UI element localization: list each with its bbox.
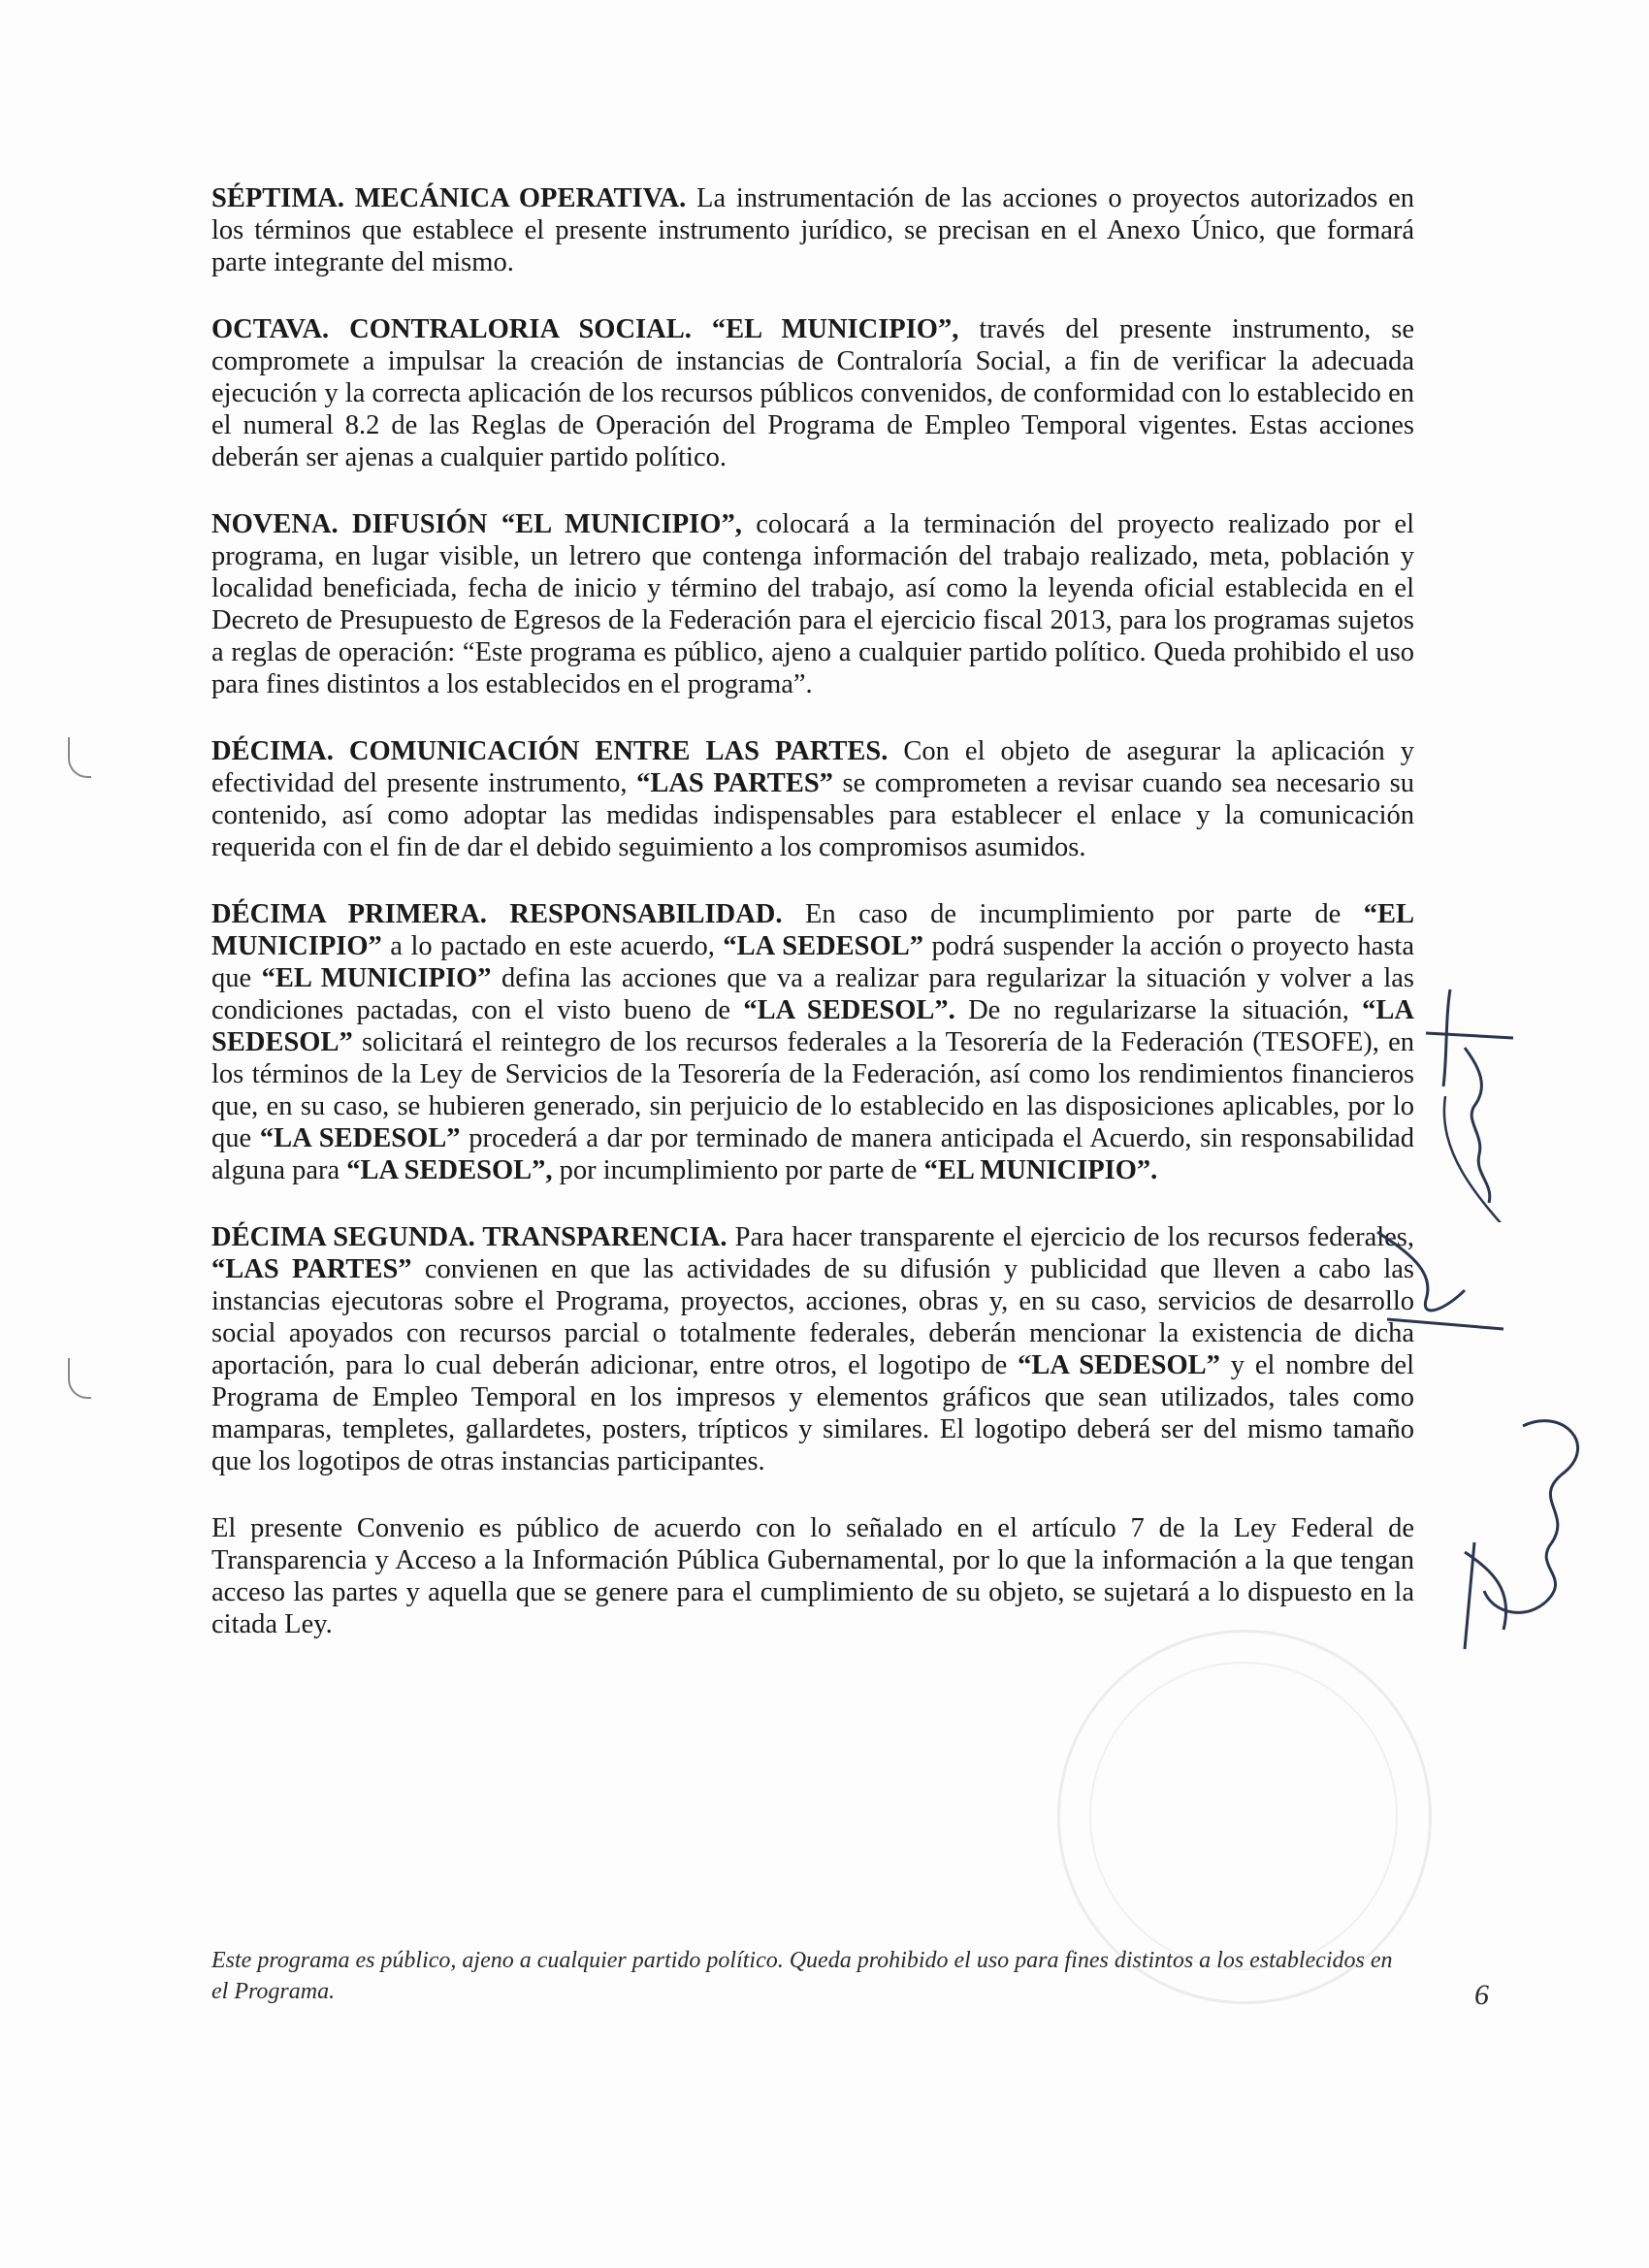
- party-name: “LA SEDESOL”: [723, 931, 923, 961]
- margin-punch-mark: [68, 1358, 91, 1399]
- clause-heading: OCTAVA. CONTRALORIA SOCIAL. “EL MUNICIPIO”,: [211, 314, 959, 344]
- party-name: “LA SEDESOL”.: [743, 995, 955, 1025]
- clause-text: El presente Convenio es público de acuerdo con lo señalado en el artículo 7 de la Ley Federal de Transparencia y Acceso a la Información Pública Gubernamental, por lo que la información a la que tengan acceso las partes y aquella que se genere para el cumplimiento de su objeto, se sujetará a lo dispuesto en la citada Ley.: [211, 1513, 1414, 1639]
- party-name: “LAS PARTES”: [211, 1254, 412, 1284]
- clause-octava: [211, 313, 1414, 473]
- clause-text: En caso de incumplimiento por parte de: [782, 899, 1364, 929]
- handwritten-signature: [1455, 1407, 1610, 1659]
- page-number: 6: [1474, 1979, 1489, 2011]
- clause-text: solicitará el reintegro de los recursos federales a la Tesorería de la Federación (TESOFE), en los términos de la Ley de Servicios de la Tesorería de la Federación, así como los rendimientos financieros que, en su caso, se hubieren generado, sin perjuicio de lo establecido en las disposiciones aplicables, por lo que: [211, 1027, 1414, 1153]
- party-name: “LA SEDESOL”: [1018, 1350, 1220, 1380]
- party-name: “EL MUNICIPIO”: [261, 963, 492, 993]
- clause-text: podrá suspender la acción o proyecto hasta que: [211, 931, 1414, 993]
- clause-text: La instrumentación de las acciones o proyectos autorizados en los términos que establece el presente instrumento jurídico, se precisan en el Anexo Único, que formará parte integrante del mismo.: [211, 183, 1414, 277]
- clause-heading: DÉCIMA SEGUNDA. TRANSPARENCIA.: [211, 1222, 728, 1252]
- document-body: [211, 182, 1414, 1675]
- clause-text: colocará a la terminación del proyecto realizado por el programa, en lugar visible, un letrero que contenga información del trabajo realizado, meta, población y localidad beneficiada, fecha de inicio y término del trabajo, así como la leyenda oficial establecida en el Decreto de Presupuesto de Egresos de la Federación para el ejercicio fiscal 2013, para los programas sujetos a reglas de operación: “Este programa es público, ajeno a cualquier partido político. Queda prohibido el uso para fines distintos a los establecidos en el programa”.: [211, 509, 1414, 699]
- party-name: “LA SEDESOL”: [211, 995, 1415, 1057]
- clause-text: procederá a dar por terminado de manera anticipada el Acuerdo, sin responsabilidad alguna para: [211, 1123, 1414, 1185]
- clause-text: a lo pactado en este acuerdo,: [381, 931, 724, 961]
- clause-text: y el nombre del Programa de Empleo Temporal en los impresos y elementos gráficos que sean utilizados, tales como mamparas, templetes, gallardetes, posters, trípticos y similares. El logotipo deberá ser del mismo tamaño que los logotipos de otras instancias participantes.: [211, 1350, 1414, 1476]
- closing-paragraph: [211, 1512, 1414, 1640]
- party-name: “EL MUNICIPIO”: [211, 899, 1414, 961]
- clause-text: defina las acciones que va a realizar para regularizar la situación y volver a las condiciones pactadas, con el visto bueno de: [211, 963, 1414, 1025]
- clause-septima: [211, 182, 1414, 278]
- clause-text: Para hacer transparente el ejercicio de los recursos federales,: [727, 1222, 1415, 1252]
- party-name: “LA SEDESOL”: [259, 1123, 461, 1153]
- clause-decima-primera: [211, 898, 1414, 1186]
- clause-decima-segunda: [211, 1221, 1414, 1477]
- clause-text: se comprometen a revisar cuando sea necesario su contenido, así como adoptar las medidas indispensables para establecer el enlace y la comunicación requerida con el fin de dar el debido seguimiento a los compromisos asumidos.: [211, 768, 1415, 862]
- clause-text: por incumplimiento por parte de: [552, 1155, 924, 1185]
- clause-heading: SÉPTIMA. MECÁNICA OPERATIVA.: [211, 183, 687, 213]
- clause-text: Con el objeto de asegurar la aplicación y efectividad del presente instrumento,: [211, 736, 1415, 798]
- margin-punch-mark: [68, 737, 91, 778]
- clause-heading: DÉCIMA PRIMERA. RESPONSABILIDAD.: [211, 899, 783, 929]
- clause-heading: NOVENA. DIFUSIÓN “EL MUNICIPIO”,: [211, 509, 742, 539]
- clause-decima: [211, 735, 1414, 863]
- clause-heading: DÉCIMA. COMUNICACIÓN ENTRE LAS PARTES.: [211, 736, 889, 766]
- party-name: “LA SEDESOL”,: [346, 1155, 553, 1185]
- party-name: “EL MUNICIPIO”.: [923, 1155, 1158, 1185]
- handwritten-signature: [1406, 980, 1542, 1222]
- clause-text: convienen en que las actividades de su difusión y publicidad que lleven a cabo las instancias ejecutoras sobre el Programa, proyectos, acciones, obras y, en su caso, servicios de desarrollo social apoyados con recursos parcial o totalmente federales, deberán mencionar la existencia de dicha aportación, para lo cual deberán adicionar, entre otros, el logotipo de: [211, 1254, 1414, 1380]
- footer-text: Este programa es público, ajeno a cualquier partido político. Queda prohibido el uso para fines distintos a los establecidos en el Programa.: [211, 1948, 1393, 2004]
- clause-novena: [211, 508, 1414, 700]
- clause-text: De no regularizarse la situación,: [954, 995, 1363, 1025]
- party-name: “LAS PARTES”: [636, 768, 833, 798]
- clause-text: través del presente instrumento, se compromete a impulsar la creación de instancias de Contraloría Social, a fin de verificar la adecuada ejecución y la correcta aplicación de los recursos públicos convenidos, de conformidad con lo establecido en el numeral 8.2 de las Reglas de Operación del Programa de Empleo Temporal vigentes. Estas acciones deberán ser ajenas a cualquier partido político.: [211, 314, 1414, 472]
- footer-legend: [211, 1945, 1414, 2007]
